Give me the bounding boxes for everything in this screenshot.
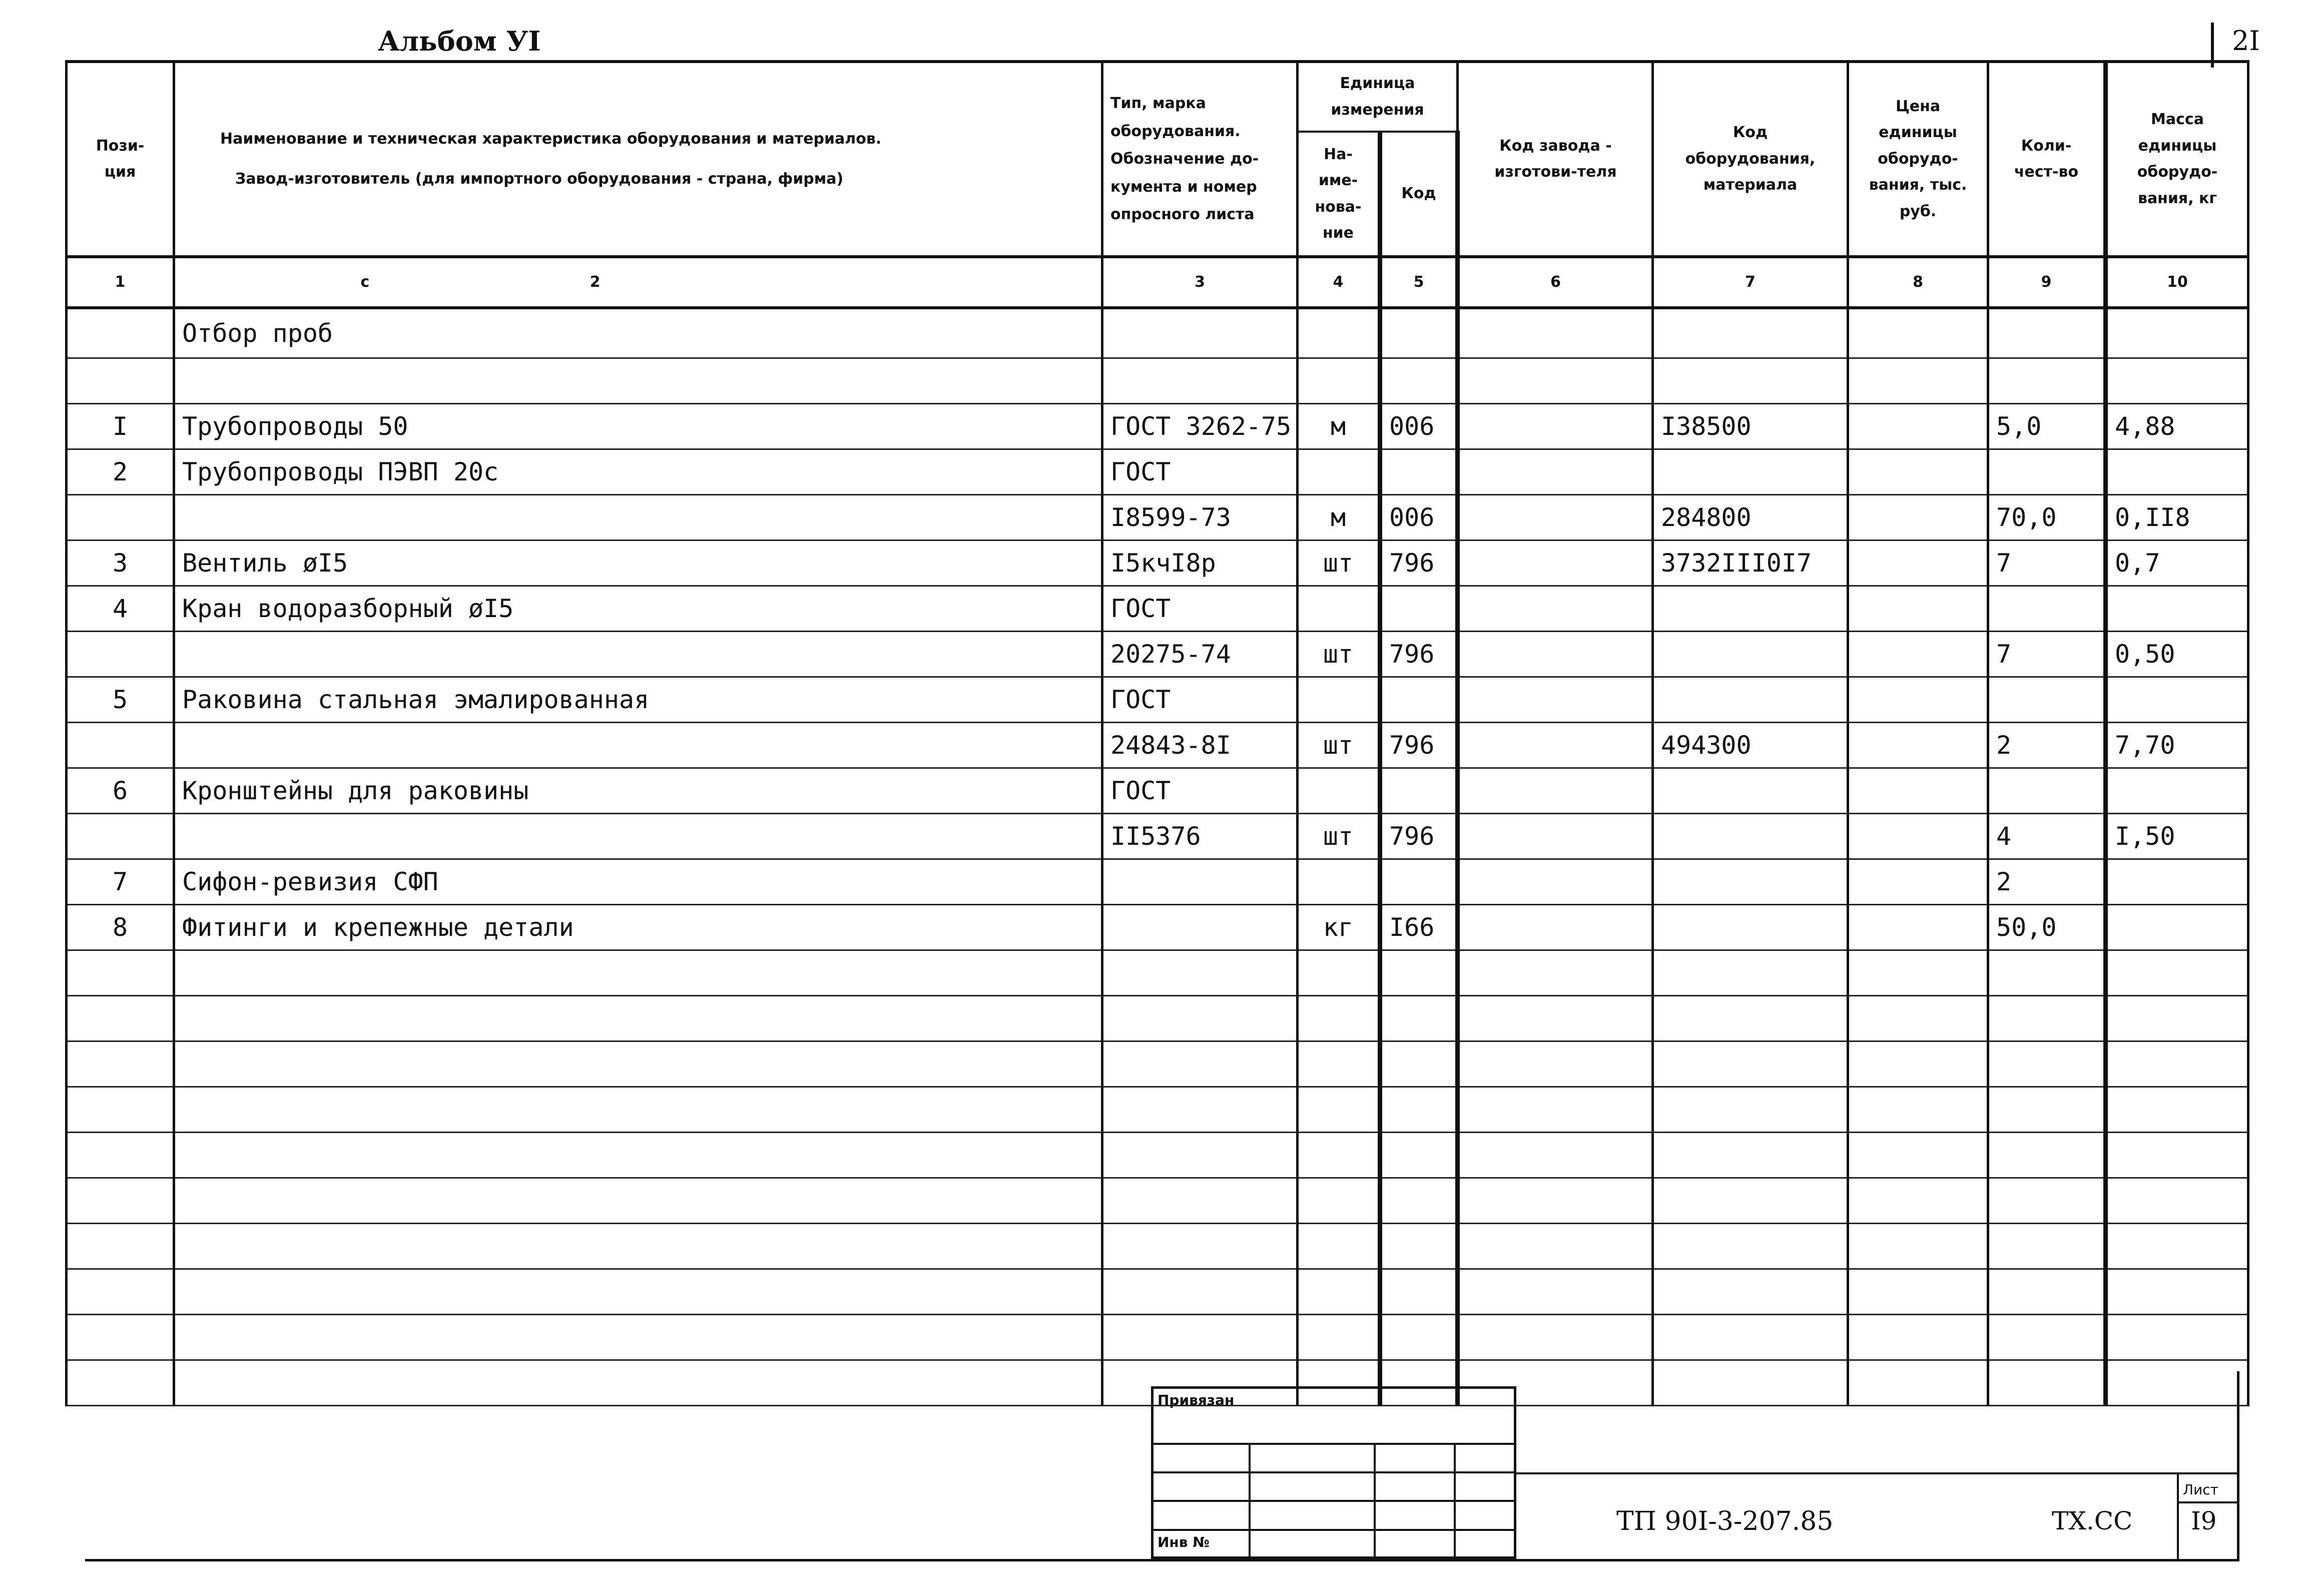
table-row (67, 495, 2248, 541)
empty-cell (2106, 1269, 2248, 1315)
cell-equip-code (1653, 632, 1848, 677)
table-row (67, 859, 2248, 905)
cell-mass (2106, 768, 2248, 814)
cell-name: Сифон-ревизия СФП (174, 859, 1102, 905)
col-header-unit-code: Код (1380, 132, 1458, 257)
empty-row (67, 1133, 2248, 1178)
empty-cell (1298, 1133, 1380, 1178)
cell-equip-code: I38500 (1653, 404, 1848, 449)
cell-equip-code (1653, 859, 1848, 905)
cell-type: 20275-74 (1102, 632, 1298, 677)
cell-name: Трубопроводы ПЭВП 20с (174, 449, 1102, 495)
empty-cell (1848, 1178, 1988, 1224)
empty-cell (1458, 1133, 1653, 1178)
cell-unit (1298, 586, 1380, 632)
cell-unit-code: I66 (1380, 905, 1458, 950)
cell-equip-code (1653, 814, 1848, 859)
empty-cell (1298, 996, 1380, 1041)
cell-price (1848, 449, 1988, 495)
empty-cell (1988, 950, 2106, 996)
empty-cell (174, 950, 1102, 996)
cell-qty: 2 (1988, 723, 2106, 768)
empty-cell (1988, 1315, 2106, 1360)
cell-name (174, 632, 1102, 677)
empty-cell (1380, 1269, 1458, 1315)
empty-cell (1458, 1269, 1653, 1315)
cell-unit-code: 796 (1380, 632, 1458, 677)
cell-price (1848, 632, 1988, 677)
empty-cell (1102, 996, 1298, 1041)
cell-unit: шт (1298, 632, 1380, 677)
col-header-price: Цена единицы оборудо-вания, тыс. руб. (1848, 62, 1988, 257)
empty-cell (1988, 996, 2106, 1041)
empty-cell (1988, 1360, 2106, 1406)
empty-cell (1298, 1224, 1380, 1269)
cell-maker-code (1458, 859, 1653, 905)
col-header-unit-group: Единица измерения (1298, 62, 1458, 132)
cell-mass: 4,88 (2106, 404, 2248, 449)
cell-qty (1988, 449, 2106, 495)
empty-cell (1102, 1178, 1298, 1224)
empty-cell (1102, 1269, 1298, 1315)
cell-position: 6 (67, 768, 174, 814)
empty-cell (2106, 1315, 2248, 1360)
empty-row (67, 1178, 2248, 1224)
empty-cell (67, 950, 174, 996)
cell-unit: м (1298, 495, 1380, 541)
col-header-maker-code: Код завода - изготови-теля (1458, 62, 1653, 257)
cell-price (1848, 586, 1988, 632)
col-num-2-label: 2 (590, 273, 601, 291)
empty-cell (67, 1224, 174, 1269)
empty-cell (1848, 1224, 1988, 1269)
empty-cell (1653, 1269, 1848, 1315)
table-row (67, 723, 2248, 768)
cell-mass (2106, 677, 2248, 723)
cell-maker-code (1458, 449, 1653, 495)
cell-name: Кронштейны для раковины (174, 768, 1102, 814)
cell-unit-code: 796 (1380, 541, 1458, 586)
empty-cell (2106, 1178, 2248, 1224)
empty-cell (1848, 1041, 1988, 1087)
col-num-7: 7 (1653, 257, 1848, 308)
empty-cell (1848, 1269, 1988, 1315)
empty-cell (1102, 1315, 1298, 1360)
col-header-unit-name: На-име-нова-ние (1298, 132, 1380, 257)
empty-cell (1653, 1133, 1848, 1178)
col-header-name-line1: Наименование и техническая характеристика оборудования и материалов. (220, 130, 882, 148)
cell-name: Вентиль øI5 (174, 541, 1102, 586)
cell-qty (1988, 677, 2106, 723)
cell-qty: 4 (1988, 814, 2106, 859)
cell-position: 5 (67, 677, 174, 723)
cell-equip-code: 3732III0I7 (1653, 541, 1848, 586)
empty-cell (1458, 1087, 1653, 1133)
cell-unit (1298, 677, 1380, 723)
empty-cell (1458, 1315, 1653, 1360)
page-number: 2I (2232, 25, 2260, 57)
empty-cell (67, 1041, 174, 1087)
empty-cell (67, 1315, 174, 1360)
cell-equip-code (1653, 677, 1848, 723)
cell-unit-code (1380, 586, 1458, 632)
table-row (67, 814, 2248, 859)
col-num-1: 1 (67, 257, 174, 308)
empty-cell (1380, 1041, 1458, 1087)
empty-cell (1653, 996, 1848, 1041)
cell-price (1848, 677, 1988, 723)
empty-cell (2106, 1224, 2248, 1269)
empty-cell (1653, 1087, 1848, 1133)
empty-cell (174, 1087, 1102, 1133)
cell-maker-code (1458, 905, 1653, 950)
empty-cell (1848, 950, 1988, 996)
cell-type: ГОСТ 3262-75 (1102, 404, 1298, 449)
cell-unit (1298, 768, 1380, 814)
binding-stamp (1151, 1386, 1516, 1559)
col-num-5: 5 (1380, 257, 1458, 308)
empty-cell (67, 1178, 174, 1224)
empty-row (67, 1269, 2248, 1315)
empty-cell (2106, 1041, 2248, 1087)
empty-cell (2106, 1133, 2248, 1178)
cell-mass (2106, 449, 2248, 495)
cell-equip-code (1653, 449, 1848, 495)
empty-cell (1458, 1224, 1653, 1269)
empty-row (67, 1087, 2248, 1133)
cell-price (1848, 859, 1988, 905)
cell-mass (2106, 586, 2248, 632)
cell-price (1848, 495, 1988, 541)
empty-cell (67, 1360, 174, 1406)
empty-cell (1653, 950, 1848, 996)
empty-cell (1458, 1041, 1653, 1087)
cell-maker-code (1458, 814, 1653, 859)
col-num-8: 8 (1848, 257, 1988, 308)
col-num-4: 4 (1298, 257, 1380, 308)
empty-cell (1380, 950, 1458, 996)
cell-type: 24843-8I (1102, 723, 1298, 768)
cell-position: 3 (67, 541, 174, 586)
empty-cell (1848, 1133, 1988, 1178)
empty-cell (1380, 1315, 1458, 1360)
sheet-label: Лист (2183, 1481, 2218, 1498)
cell-unit: м (1298, 404, 1380, 449)
cell-type: ГОСТ (1102, 677, 1298, 723)
cell-qty: 2 (1988, 859, 2106, 905)
empty-cell (174, 996, 1102, 1041)
cell-type: ГОСТ (1102, 449, 1298, 495)
cell-mass (2106, 859, 2248, 905)
cell-price (1848, 541, 1988, 586)
empty-cell (1380, 1178, 1458, 1224)
col-num-2 (174, 257, 1102, 308)
empty-cell (1988, 1133, 2106, 1178)
cell-equip-code (1653, 586, 1848, 632)
table-row (67, 632, 2248, 677)
cell-unit-code (1380, 859, 1458, 905)
cell-unit-code: 796 (1380, 814, 1458, 859)
empty-cell (1298, 1087, 1380, 1133)
cell-equip-code: 494300 (1653, 723, 1848, 768)
cell-unit: шт (1298, 541, 1380, 586)
empty-cell (67, 1133, 174, 1178)
empty-cell (1653, 1315, 1848, 1360)
col-header-name (174, 62, 1102, 257)
cell-maker-code (1458, 495, 1653, 541)
cell-price (1848, 768, 1988, 814)
cell-position (67, 632, 174, 677)
col-header-position: Пози- ция (67, 62, 174, 257)
cell-qty: 50,0 (1988, 905, 2106, 950)
cell-type: ГОСТ (1102, 768, 1298, 814)
cell-price (1848, 814, 1988, 859)
cell-unit: шт (1298, 814, 1380, 859)
cell-price (1848, 905, 1988, 950)
table-row (67, 541, 2248, 586)
empty-cell (1848, 1315, 1988, 1360)
empty-cell (2106, 996, 2248, 1041)
cell-qty (1988, 768, 2106, 814)
cell-maker-code (1458, 404, 1653, 449)
col-header-type: Тип, марка оборудования. Обозначение до-кумента и номер опросного листа (1102, 62, 1298, 257)
empty-cell (1298, 1315, 1380, 1360)
cell-maker-code (1458, 586, 1653, 632)
cell-equip-code: 284800 (1653, 495, 1848, 541)
cell-position: I (67, 404, 174, 449)
cell-maker-code (1458, 632, 1653, 677)
cell-unit (1298, 859, 1380, 905)
empty-cell (174, 1315, 1102, 1360)
document-type: ТХ.СС (2052, 1506, 2133, 1535)
empty-cell (174, 1224, 1102, 1269)
cell-type (1102, 905, 1298, 950)
cell-unit-code: 006 (1380, 404, 1458, 449)
empty-cell (1380, 1087, 1458, 1133)
cell-price (1848, 404, 1988, 449)
empty-cell (1380, 1133, 1458, 1178)
empty-cell (1988, 1087, 2106, 1133)
empty-row (67, 1041, 2248, 1087)
cell-mass: 0,50 (2106, 632, 2248, 677)
cell-position (67, 814, 174, 859)
table-row (67, 677, 2248, 723)
empty-cell (1848, 1360, 1988, 1406)
cell-mass: I,50 (2106, 814, 2248, 859)
cell-name: Кран водоразборный øI5 (174, 586, 1102, 632)
cell-mass (2106, 905, 2248, 950)
cell-position (67, 495, 174, 541)
empty-cell (1380, 996, 1458, 1041)
col-header-equip-code: Код оборудования, материала (1653, 62, 1848, 257)
col-num-3: 3 (1102, 257, 1298, 308)
cell-position: 8 (67, 905, 174, 950)
empty-cell (1458, 1178, 1653, 1224)
empty-cell (1988, 1269, 2106, 1315)
cell-maker-code (1458, 768, 1653, 814)
empty-cell (1653, 1178, 1848, 1224)
cell-name (174, 723, 1102, 768)
empty-cell (174, 1360, 1102, 1406)
empty-cell (1848, 1087, 1988, 1133)
cell-type: ГОСТ (1102, 586, 1298, 632)
cell-type (1102, 859, 1298, 905)
empty-cell (1653, 1041, 1848, 1087)
cell-price (1848, 723, 1988, 768)
cell-qty: 70,0 (1988, 495, 2106, 541)
empty-cell (1102, 1224, 1298, 1269)
table-row (67, 586, 2248, 632)
section-row (67, 308, 2248, 358)
cell-position: 2 (67, 449, 174, 495)
cell-qty: 5,0 (1988, 404, 2106, 449)
empty-cell (67, 1087, 174, 1133)
document-code: ТП 90I-3-207.85 (1616, 1506, 1834, 1536)
cell-unit-code: 796 (1380, 723, 1458, 768)
table-row (67, 768, 2248, 814)
cell-name: Фитинги и крепежные детали (174, 905, 1102, 950)
blank-row (67, 358, 2248, 404)
cell-name (174, 814, 1102, 859)
empty-row (67, 996, 2248, 1041)
cell-maker-code (1458, 677, 1653, 723)
table-row (67, 404, 2248, 449)
cell-unit-code (1380, 768, 1458, 814)
empty-cell (1458, 996, 1653, 1041)
cell-type: I8599-73 (1102, 495, 1298, 541)
empty-cell (1298, 1269, 1380, 1315)
table-row (67, 905, 2248, 950)
col-num-c: с (360, 273, 370, 291)
empty-cell (174, 1178, 1102, 1224)
empty-cell (1653, 1224, 1848, 1269)
cell-type: I5кчI8р (1102, 541, 1298, 586)
empty-cell (1102, 1087, 1298, 1133)
col-num-6: 6 (1458, 257, 1653, 308)
cell-name: Трубопроводы 50 (174, 404, 1102, 449)
empty-cell (1458, 950, 1653, 996)
cell-mass: 0,II8 (2106, 495, 2248, 541)
cell-equip-code (1653, 768, 1848, 814)
cell-maker-code (1458, 541, 1653, 586)
cell-equip-code (1653, 905, 1848, 950)
empty-cell (1102, 1041, 1298, 1087)
empty-cell (67, 996, 174, 1041)
col-header-qty: Коли-чест-во (1988, 62, 2106, 257)
cell-unit-code (1380, 677, 1458, 723)
cell-qty: 7 (1988, 632, 2106, 677)
cell-position: 4 (67, 586, 174, 632)
cell-qty (1988, 586, 2106, 632)
empty-cell (174, 1041, 1102, 1087)
empty-cell (1848, 996, 1988, 1041)
empty-cell (2106, 950, 2248, 996)
cell-maker-code (1458, 723, 1653, 768)
empty-cell (1988, 1041, 2106, 1087)
stamp-bound-label: Привязан (1158, 1392, 1235, 1408)
empty-cell (67, 1269, 174, 1315)
col-num-9: 9 (1988, 257, 2106, 308)
cell-unit-code (1380, 449, 1458, 495)
empty-cell (1102, 950, 1298, 996)
cell-name (174, 495, 1102, 541)
cell-mass: 7,70 (2106, 723, 2248, 768)
empty-cell (174, 1269, 1102, 1315)
cell-unit (1298, 449, 1380, 495)
col-num-10: 10 (2106, 257, 2248, 308)
cell-position: 7 (67, 859, 174, 905)
empty-cell (1380, 1224, 1458, 1269)
empty-cell (174, 1133, 1102, 1178)
empty-cell (1653, 1360, 1848, 1406)
cell-unit-code: 006 (1380, 495, 1458, 541)
empty-cell (1298, 950, 1380, 996)
table-row (67, 449, 2248, 495)
empty-row (67, 1315, 2248, 1360)
empty-cell (1102, 1133, 1298, 1178)
cell-type: II5376 (1102, 814, 1298, 859)
empty-cell (1298, 1041, 1380, 1087)
cell-mass: 0,7 (2106, 541, 2248, 586)
empty-cell (1988, 1178, 2106, 1224)
cell-position (67, 723, 174, 768)
empty-cell (2106, 1360, 2248, 1406)
specification-table (65, 60, 2249, 1406)
col-header-mass: Масса единицы оборудо-вания, кг (2106, 62, 2248, 257)
cell-name: Раковина стальная эмалированная (174, 677, 1102, 723)
cell-unit: кг (1298, 905, 1380, 950)
cell-unit: шт (1298, 723, 1380, 768)
section-title: Отбор проб (174, 308, 1102, 358)
col-header-name-line2: Завод-изготовитель (для импортного оборудования - страна, фирма) (235, 170, 844, 188)
sheet-number: I9 (2191, 1506, 2217, 1535)
empty-cell (2106, 1087, 2248, 1133)
album-title: Альбом УI (378, 25, 541, 57)
empty-row (67, 950, 2248, 996)
empty-cell (1988, 1224, 2106, 1269)
stamp-inv-label: Инв № (1158, 1534, 1210, 1550)
empty-cell (1298, 1178, 1380, 1224)
cell-qty: 7 (1988, 541, 2106, 586)
empty-row (67, 1224, 2248, 1269)
